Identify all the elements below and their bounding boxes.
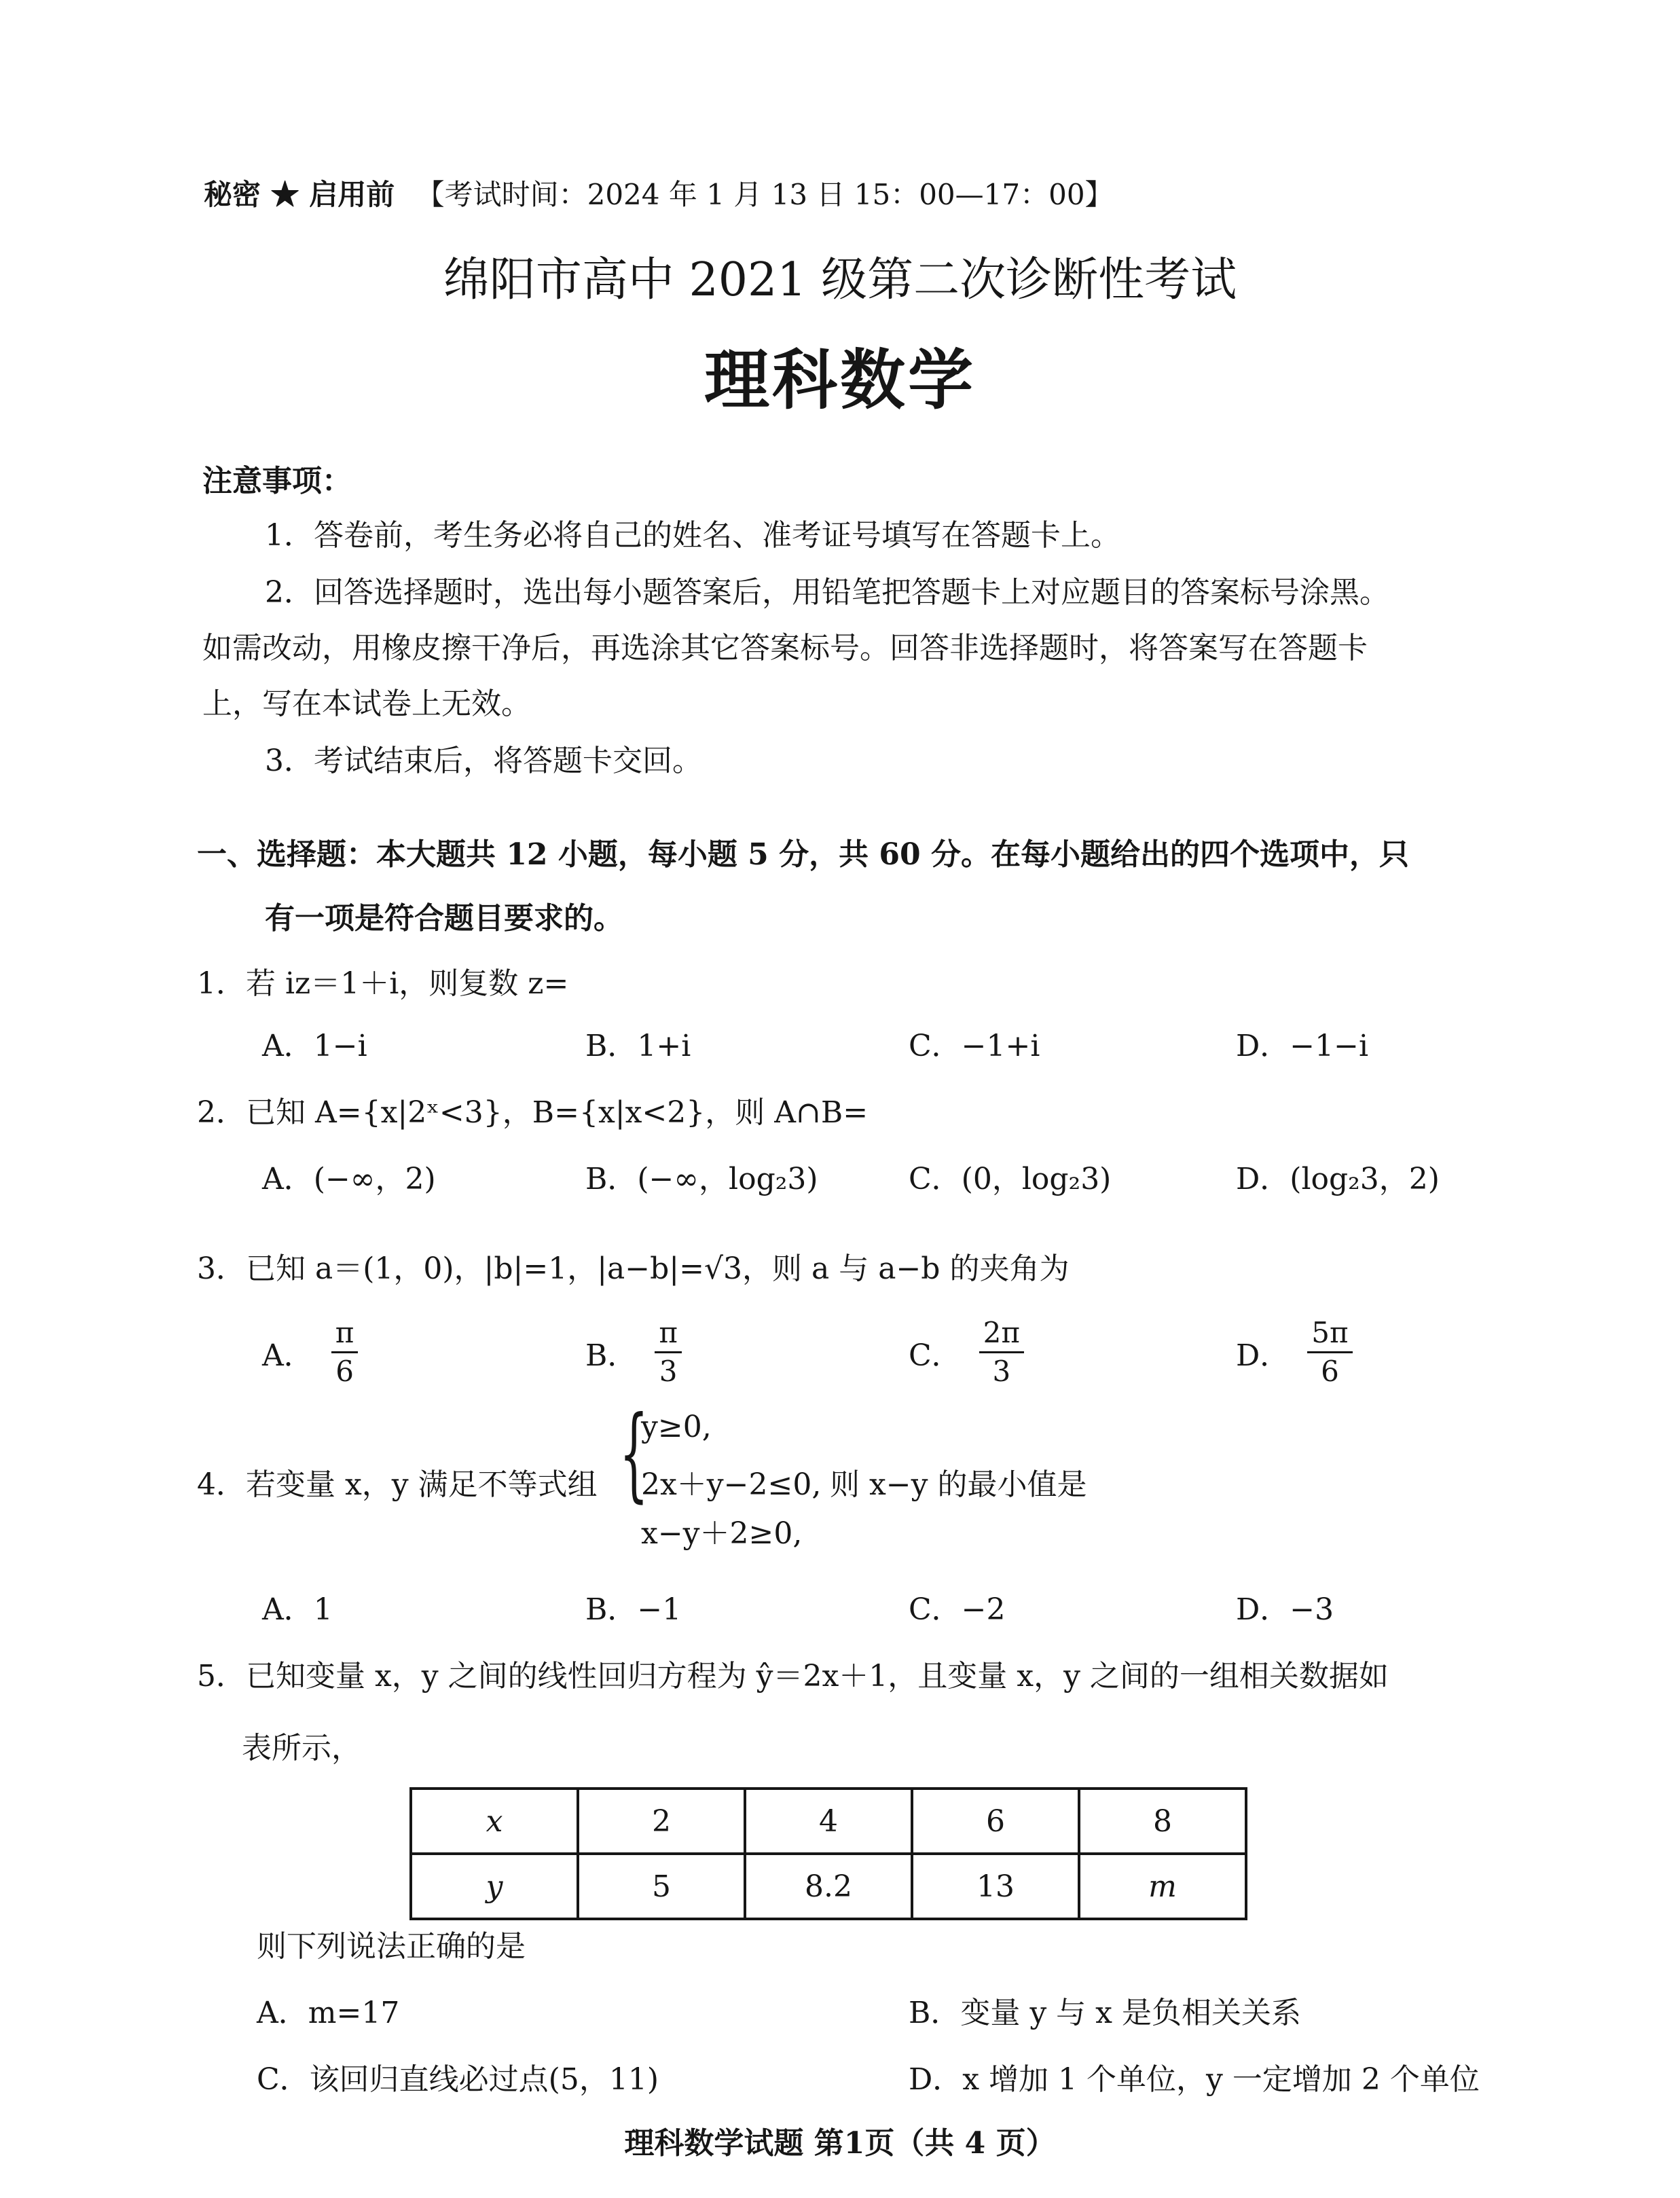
q1-option-c: C．−1+i	[909, 1029, 1040, 1063]
q3-option-a-label: A．	[262, 1338, 314, 1373]
table-cell: y	[411, 1854, 578, 1919]
q2-option-c: C．(0，log₂3)	[909, 1162, 1112, 1196]
fraction-denominator: 3	[659, 1355, 678, 1389]
table-cell: 13	[912, 1854, 1079, 1919]
notice-item-1: 1．答卷前，考生务必将自己的姓名、准考证号填写在答题卡上。	[265, 518, 1120, 553]
q5-option-d: D．x 增加 1 个单位，y 一定增加 2 个单位	[909, 2062, 1480, 2097]
fraction-denominator: 6	[1321, 1355, 1339, 1389]
data-table	[409, 1787, 1247, 1920]
question-4-stem-suffix: 则 x−y 的最小值是	[830, 1467, 1087, 1502]
q2-option-d: D．(log₂3，2)	[1236, 1162, 1440, 1196]
table-row	[411, 1789, 1246, 1854]
q5-option-c: C．该回归直线必过点(5，11)	[257, 2062, 659, 2097]
question-5-prompt: 则下列说法正确的是	[257, 1929, 526, 1964]
question-5-stem-cont: 表所示，	[242, 1731, 361, 1765]
q2-option-b: B．(−∞，log₂3)	[585, 1162, 818, 1196]
notice-item-2c: 上，写在本试卷上无效。	[202, 686, 531, 721]
q3-option-c-label: C．	[909, 1338, 962, 1373]
q4-option-a: A．1	[262, 1592, 333, 1627]
q3-option-d-label: D．	[1236, 1338, 1290, 1373]
q3-option-b-label: B．	[585, 1338, 638, 1373]
exam-title: 绵阳市高中 2021 级第二次诊断性考试	[443, 253, 1237, 307]
q5-option-a: A．m=17	[257, 1996, 400, 2030]
section-heading-cont: 有一项是符合题目要求的。	[265, 901, 623, 936]
q4-option-c: C．−2	[909, 1592, 1006, 1627]
q3-option-b-fraction	[655, 1317, 682, 1387]
table-cell: 6	[912, 1789, 1079, 1854]
confidential-label: 秘密 ★ 启用前	[204, 178, 395, 211]
q2-option-a: A．(−∞，2)	[262, 1162, 436, 1196]
subject-title: 理科数学	[704, 342, 976, 418]
fraction-numerator: 2π	[979, 1317, 1024, 1353]
q3-option-c	[909, 1317, 1024, 1387]
q4-system-line-1: y≥0,	[641, 1410, 712, 1444]
q3-option-c-fraction	[979, 1317, 1024, 1387]
q5-option-b: B．变量 y 与 x 是负相关关系	[909, 1996, 1301, 2030]
q3-option-b	[585, 1317, 682, 1387]
notice-item-2a: 2．回答选择题时，选出每小题答案后，用铅笔把答题卡上对应题目的答案标号涂黑。	[265, 575, 1389, 610]
fraction-numerator: π	[655, 1317, 682, 1353]
table-cell: 5	[578, 1854, 745, 1919]
section-heading: 一、选择题：本大题共 12 小题，每小题 5 分，共 60 分。在每小题给出的四个选项中，只	[197, 837, 1409, 872]
q3-option-a-fraction	[331, 1317, 359, 1387]
table-cell: 8.2	[745, 1854, 912, 1919]
fraction-denominator: 3	[992, 1355, 1011, 1389]
exam-time: 【考试时间：2024 年 1 月 13 日 15：00—17：00】	[416, 178, 1114, 211]
table-cell: 8	[1079, 1789, 1246, 1854]
q3-option-a	[262, 1317, 358, 1387]
fraction-denominator: 6	[335, 1355, 354, 1389]
question-2-stem: 2．已知 A={x|2ˣ<3}，B={x|x<2}，则 A∩B=	[197, 1095, 869, 1130]
question-5-stem: 5．已知变量 x，y 之间的线性回归方程为 ŷ＝2x＋1，且变量 x，y 之间的一组相关数据如	[197, 1659, 1389, 1693]
q3-option-d-fraction	[1307, 1317, 1352, 1387]
q4-option-b: B．−1	[585, 1592, 682, 1627]
notice-heading: 注意事项：	[202, 464, 352, 498]
q4-system-line-2: 2x＋y−2≤0,	[641, 1467, 822, 1502]
question-3-stem: 3．已知 a＝(1，0)，|b|=1，|a−b|=√3，则 a 与 a−b 的夹角为	[197, 1251, 1070, 1286]
q1-option-a: A．1−i	[262, 1029, 367, 1063]
system-brace: {	[619, 1395, 649, 1513]
exam-header	[204, 172, 1114, 213]
q1-option-b: B．1+i	[585, 1029, 691, 1063]
notice-item-2b: 如需改动，用橡皮擦干净后，再选涂其它答案标号。回答非选择题时，将答案写在答题卡	[202, 631, 1368, 665]
q3-option-d	[1236, 1317, 1353, 1387]
table-row	[411, 1854, 1246, 1919]
q4-option-d: D．−3	[1236, 1592, 1334, 1627]
table-cell: x	[411, 1789, 578, 1854]
fraction-numerator: π	[331, 1317, 359, 1353]
q1-option-d: D．−1−i	[1236, 1029, 1369, 1063]
table-cell: 2	[578, 1789, 745, 1854]
question-1-stem: 1．若 iz＝1＋i，则复数 z=	[197, 966, 569, 1001]
q4-system-line-3: x−y＋2≥0,	[641, 1516, 803, 1551]
page-footer: 理科数学试题 第1页（共 4 页）	[624, 2126, 1056, 2161]
question-4-stem: 4．若变量 x，y 满足不等式组	[197, 1467, 598, 1502]
table-cell: m	[1079, 1854, 1246, 1919]
table-cell: 4	[745, 1789, 912, 1854]
fraction-numerator: 5π	[1307, 1317, 1352, 1353]
notice-item-3: 3．考试结束后，将答题卡交回。	[265, 744, 702, 778]
